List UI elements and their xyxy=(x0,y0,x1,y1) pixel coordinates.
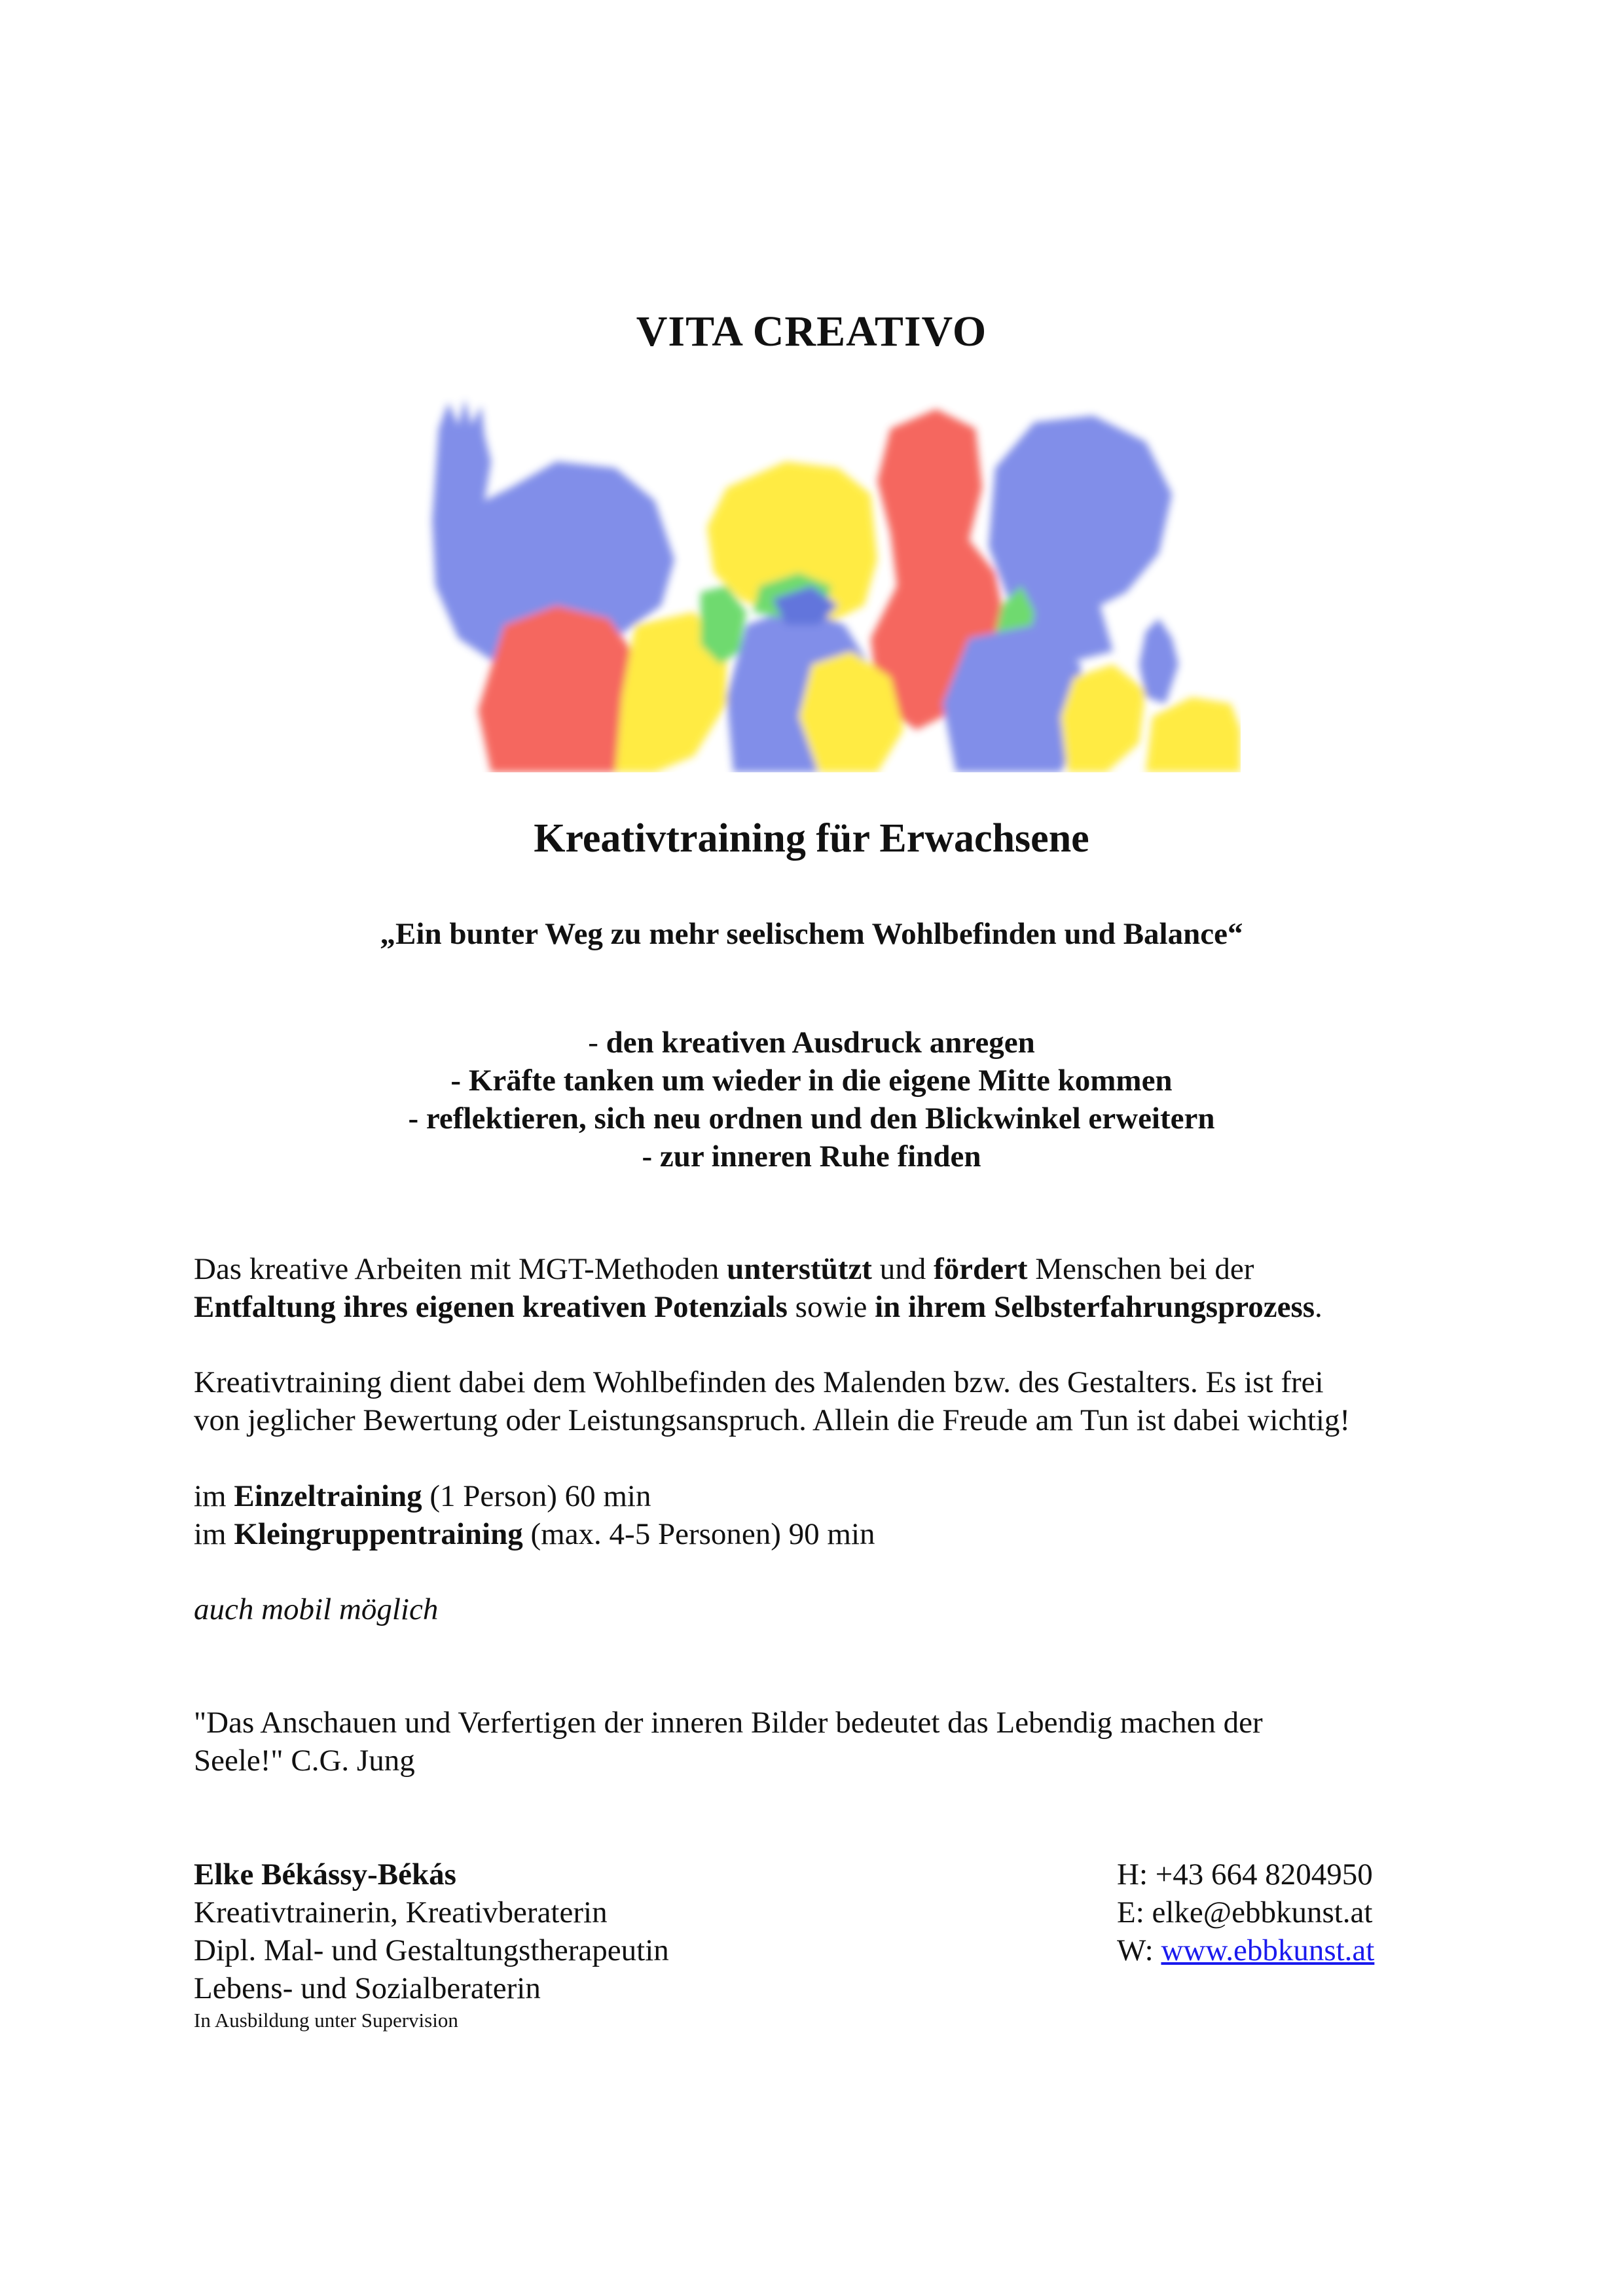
training-group xyxy=(194,1515,1490,1553)
text-fragment: - xyxy=(642,1139,660,1174)
training-options xyxy=(194,1477,1490,1553)
text-fragment: Das kreative Arbeiten mit MGT-Methoden xyxy=(194,1252,727,1286)
text-fragment: Seele!" C.G. Jung xyxy=(194,1744,415,1778)
contact-role: Kreativtrainerin, Kreativberaterin xyxy=(194,1895,608,1929)
contact-phone: H: +43 664 8204950 xyxy=(1117,1857,1373,1892)
paragraph-wellbeing xyxy=(194,1363,1490,1439)
document-title: VITA CREATIVO xyxy=(636,308,987,355)
text-fragment: im xyxy=(194,1517,234,1551)
text-fragment: und xyxy=(871,1252,934,1286)
list-item xyxy=(0,1100,1623,1138)
mobile-note: auch mobil möglich xyxy=(194,1592,439,1626)
text-fragment: "Das Anschauen und Verfertigen der inneren Bilder bedeutet das Lebendig machen der xyxy=(194,1706,1263,1740)
text-fragment: Kreativtraining dient dabei dem Wohlbefinden des Malenden bzw. des Gestalters. Es ist frei xyxy=(194,1365,1324,1399)
contact-role: Dipl. Mal- und Gestaltungstherapeutin xyxy=(194,1933,669,1967)
text-fragment: den kreativen Ausdruck anregen xyxy=(606,1026,1035,1060)
text-fragment: . xyxy=(1315,1290,1322,1324)
text-fragment: (max. 4-5 Personen) 90 min xyxy=(522,1517,875,1551)
text-fragment: von jeglicher Bewertung oder Leistungsanspruch. Allein die Freude am Tun ist dabei wichtig! xyxy=(194,1403,1351,1437)
text-fragment: Entfaltung ihres eigenen kreativen Potenzials xyxy=(194,1290,788,1324)
list-item xyxy=(0,1062,1623,1100)
benefit-list xyxy=(0,1024,1623,1175)
paragraph-mgt-methods xyxy=(194,1250,1490,1326)
contact-person xyxy=(194,1856,669,2034)
text-fragment: Kleingruppentraining xyxy=(234,1517,523,1551)
text-fragment: zur inneren Ruhe finden xyxy=(659,1139,981,1174)
text-fragment: W: xyxy=(1117,1933,1161,1967)
contact-details xyxy=(1117,1856,1374,1969)
text-fragment: im xyxy=(194,1479,234,1513)
tagline: „Ein bunter Weg zu mehr seelischem Wohlbefinden und Balance“ xyxy=(380,917,1243,951)
text-fragment: sowie xyxy=(787,1290,875,1324)
contact-name: Elke Békássy-Békás xyxy=(194,1857,456,1892)
list-item xyxy=(0,1138,1623,1175)
colorful-silhouettes-illustration xyxy=(419,389,1241,772)
website-link[interactable]: www.ebbkunst.at xyxy=(1161,1933,1375,1967)
contact-web xyxy=(1117,1931,1374,1969)
training-single xyxy=(194,1477,1490,1515)
document-subtitle: Kreativtraining für Erwachsene xyxy=(534,816,1089,861)
text-fragment: fördert xyxy=(933,1252,1028,1286)
text-fragment: reflektieren, sich neu ordnen und den Blickwinkel erweitern xyxy=(426,1102,1215,1136)
list-item xyxy=(0,1024,1623,1062)
text-fragment: in ihrem Selbsterfahrungsprozess xyxy=(875,1290,1315,1324)
text-fragment: unterstützt xyxy=(727,1252,872,1286)
text-fragment: - xyxy=(408,1102,426,1136)
jung-quote xyxy=(194,1704,1490,1780)
contact-role: Lebens- und Sozialberaterin xyxy=(194,1971,541,2005)
text-fragment: - xyxy=(588,1026,606,1060)
text-fragment: (1 Person) 60 min xyxy=(422,1479,651,1513)
text-fragment: - xyxy=(450,1064,469,1098)
text-fragment: Menschen bei der xyxy=(1027,1252,1254,1286)
contact-note: In Ausbildung unter Supervision xyxy=(194,2009,458,2032)
contact-email: E: elke@ebbkunst.at xyxy=(1117,1895,1373,1929)
text-fragment: Kräfte tanken um wieder in die eigene Mitte kommen xyxy=(468,1064,1173,1098)
text-fragment: Einzeltraining xyxy=(234,1479,422,1513)
